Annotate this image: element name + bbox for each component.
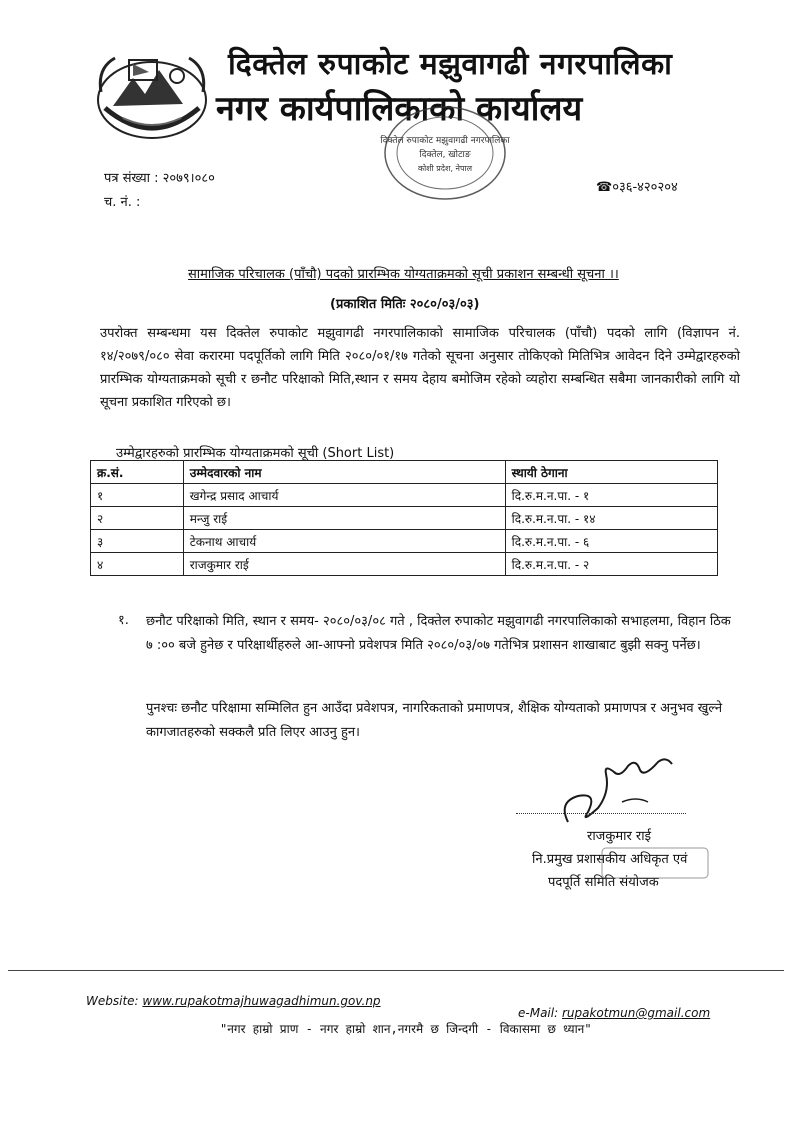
cell-address: दि.रु.म.न.पा. - ६: [505, 530, 717, 553]
letter-number: पत्र संख्या : २०७९।०८०: [104, 171, 215, 186]
email-link[interactable]: rupakotmun@gmail.com: [561, 1006, 711, 1020]
col-header-address: स्थायी ठेगाना: [505, 461, 717, 484]
phone-number: ☎०३६-४२०२०४: [596, 180, 678, 195]
cell-address: दि.रु.म.न.पा. - २: [505, 553, 717, 576]
handwritten-signature: [548, 752, 698, 828]
postscript-note: पुनश्चः छनौट परिक्षामा सम्मिलित हुन आउँदा प्रवेशपत्र, नागरिकताको प्रमाणपत्र, शैक्षिक योग्यताको प्रमाणपत्र र अनुभव खुल्ने कागजातहरुको सक्कलै प्रति लिएर आउनु हुन।: [146, 701, 723, 740]
cell-name: मन्जु राई: [183, 507, 505, 530]
cell-name: टेकनाथ आचार्य: [183, 530, 505, 553]
shortlist-table: [90, 460, 718, 576]
nepal-emblem-icon: [93, 48, 211, 140]
table-row: [91, 553, 718, 576]
website-link[interactable]: www.rupakotmajhuwagadhimun.gov.np: [142, 994, 381, 1008]
footer-email: [518, 1006, 710, 1020]
cell-address: दि.रु.म.न.पा. - १: [505, 484, 717, 507]
note-number: १.: [118, 613, 129, 628]
signature-stamp: [600, 846, 710, 880]
cell-name: खगेन्द्र प्रसाद आचार्य: [183, 484, 505, 507]
office-name: नगर कार्यपालिकाको कार्यालय: [216, 89, 583, 129]
cell-sn: २: [91, 507, 184, 530]
signatory-name: राजकुमार राई: [587, 829, 651, 844]
cell-address: दि.रु.म.न.पा. - १४: [505, 507, 717, 530]
exam-details-note: छनौट परिक्षाको मिति, स्थान र समय- २०८०/०३/०८ गते , दिक्तेल रुपाकोट मझुवागढी नगरपालिकाको सभाहलमा, विहान ठिक ७ :०० बजे हुनेछ र परिक्षार्थीहरुले आ-आफ्नो प्रवेशपत्र मिति २०८०/०३/०७ गतेभित्र प्रशासन शाखाबाट बुझी सक्नु पर्नेछ।: [146, 614, 731, 653]
municipality-name: दिक्तेल रुपाकोट मझुवागढी नगरपालिका: [228, 47, 673, 82]
table-row: [91, 507, 718, 530]
col-header-name: उम्मेदवारको नाम: [183, 461, 505, 484]
cell-sn: ३: [91, 530, 184, 553]
signatory-title: नि.प्रमुख प्रशासकीय अधिकृत एवं: [532, 852, 688, 867]
cell-sn: १: [91, 484, 184, 507]
cell-sn: ४: [91, 553, 184, 576]
footer-divider: [8, 970, 784, 971]
notice-title: सामाजिक परिचालक (पाँचौ) पदको प्रारम्भिक योग्यताक्रमको सूची प्रकाशन सम्बन्धी सूचना ।।: [188, 267, 619, 282]
website-label: Website:: [86, 994, 139, 1008]
office-stamp: [380, 103, 510, 203]
dispatch-number: च. नं. :: [104, 195, 141, 210]
table-header-row: [91, 461, 718, 484]
footer-website: [86, 994, 381, 1008]
signatory-committee: पदपूर्ति समिति संयोजक: [548, 875, 659, 890]
footer-motto: "नगर हाम्रो प्राण - नगर हाम्रो शान,नगरमै छ जिन्दगी - विकासमा छ ध्यान": [220, 1022, 592, 1036]
email-label: e-Mail:: [518, 1006, 559, 1020]
cell-name: राजकुमार राई: [183, 553, 505, 576]
col-header-sn: क्र.सं.: [91, 461, 184, 484]
stamp-text-2: दिक्तेल, खोटाङ: [419, 150, 471, 160]
published-date: (प्रकाशित मितिः २०८०/०३/०३): [330, 297, 480, 312]
stamp-text-3: कोशी प्रदेश, नेपाल: [417, 164, 473, 173]
stamp-text-1: दिक्तेल रुपाकोट मझुवागढी नगरपालिका: [380, 136, 510, 146]
signature-line: [516, 812, 686, 814]
table-row: [91, 484, 718, 507]
table-row: [91, 530, 718, 553]
shortlist-caption: उम्मेद्वारहरुको प्रारम्भिक योग्यताक्रमको सूची (Short List): [116, 446, 395, 461]
notice-body: उपरोक्त सम्बन्धमा यस दिक्तेल रुपाकोट मझुवागढी नगरपालिकाको सामाजिक परिचालक (पाँचौ) पदको लागि (विज्ञापन नं. १४/२०७९/०८० सेवा करारमा पदपूर्तिको लागि मिति २०८०/०१/१७ गतेको सूचना अनुसार तोकिएको मितिभित्र आवेदन दिने उम्मेद्वारहरुको प्रारम्भिक योग्यताक्रमको सूची र छनौट परिक्षाको मिति,स्थान र समय देहाय बमोजिम रहेको व्यहोरा सम्बन्धित सबैमा जानकारीको लागि यो सूचना प्रकाशित गरिएको छ।: [100, 326, 740, 410]
